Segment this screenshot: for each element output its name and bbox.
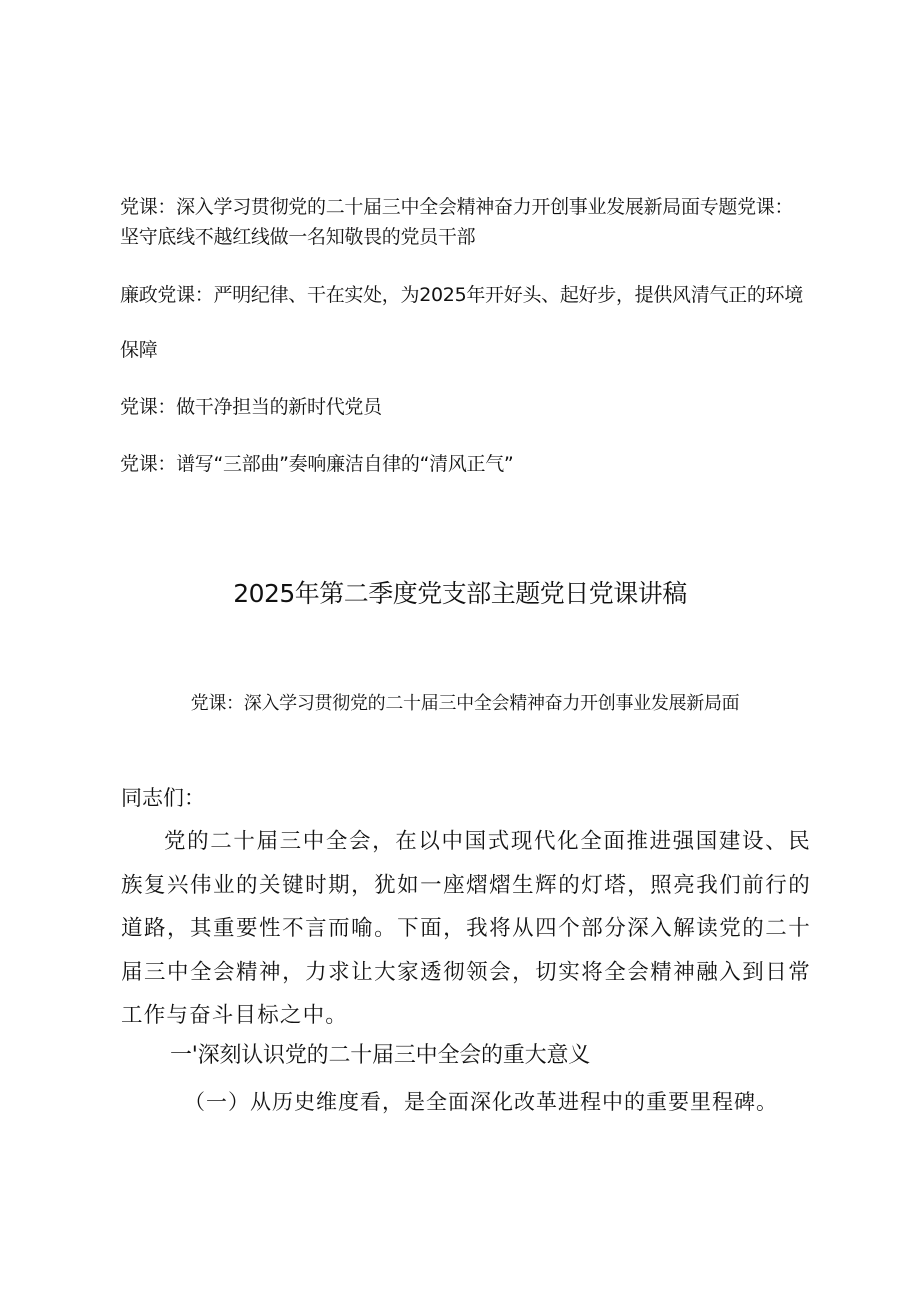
intro-paragraph: 党的二十届三中全会，在以中国式现代化全面推进强国建设、民族复兴伟业的关键时期，犹如一座熠熠生辉的灯塔，照亮我们前行的道路，其重要性不言而喻。下面，我将从四个部分深入解读党的二十届三中全会精神，力求让大家透彻领会，切实将全会精神融入到日常工作与奋斗目标之中。 [121, 829, 811, 1028]
toc-item: 廉政党课：严明纪律、干在实处，为2025年开好头、起好步，提供风清气正的环境 [120, 284, 803, 306]
subsection-heading: （一）从历史维度看，是全面深化改革进程中的重要里程碑。 [184, 1090, 778, 1114]
toc-item: 党课：做干净担当的新时代党员 [120, 396, 382, 418]
document-title: 2025年第二季度党支部主题党日党课讲稿 [233, 579, 687, 608]
document-subtitle: 党课：深入学习贯彻党的二十届三中全会精神奋力开创事业发展新局面 [190, 693, 740, 714]
toc-item: 党课：深入学习贯彻党的二十届三中全会精神奋力开创事业发展新局面专题党课：坚守底线不越红线做一名知敬畏的党员干部 [120, 196, 794, 248]
section-heading: 一'深刻认识党的二十届三中全会的重大意义 [170, 1043, 591, 1068]
toc-item: 保障 [120, 339, 158, 361]
greeting: 同志们： [121, 786, 205, 810]
toc-item: 党课：谱写“三部曲”奏响廉洁自律的“清风正气” [120, 453, 514, 475]
